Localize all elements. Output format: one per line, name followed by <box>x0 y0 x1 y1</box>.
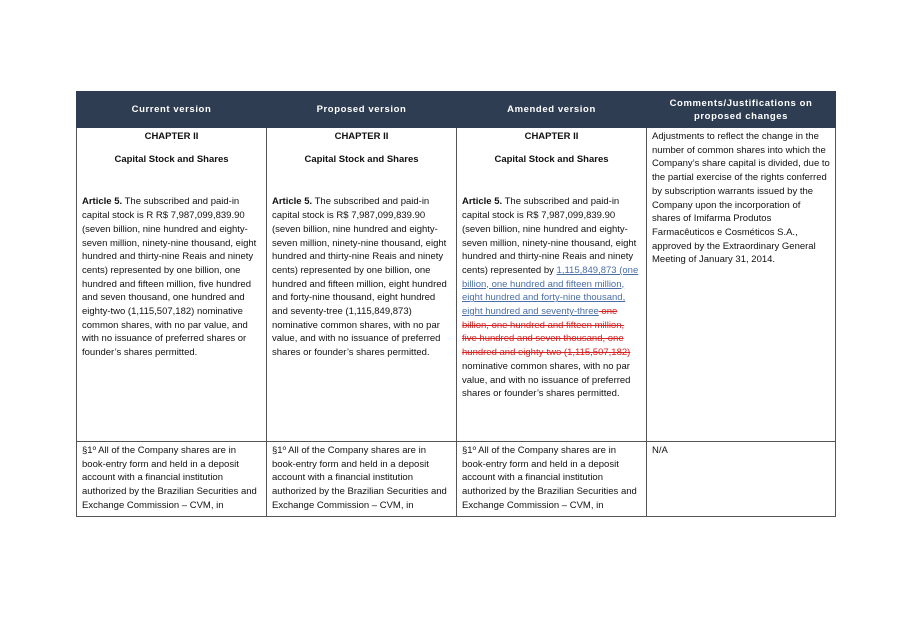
paragraph-text: §1º All of the Company shares are in book-entry form and held in a deposit account with a financial institution authorized by the Brazilian Securities and Exchange Commission – CVM, in <box>82 445 257 511</box>
article-paragraph <box>82 195 261 359</box>
cell-current-paragraph1 <box>77 442 267 517</box>
table-row <box>77 128 836 442</box>
chapter-subtitle: Capital Stock and Shares <box>304 153 419 165</box>
cell-comments-paragraph1 <box>647 442 836 517</box>
header-proposed-version: Proposed version <box>267 92 457 128</box>
chapter-heading: CHAPTER II <box>524 131 579 142</box>
paragraph-text: §1º All of the Company shares are in book-entry form and held in a deposit account with a financial institution authorized by the Brazilian Securities and Exchange Commission – CVM, in <box>272 445 447 511</box>
inserted-text: 1,115,849,873 (one billion, one hundred and fifteen million, eight hundred and forty-nine thousand, eight hundred and seventy-three <box>462 264 639 318</box>
article-text: The subscribed and paid-in capital stock is R R$ 7,987,099,839.90 (seven billion, nine hundred and eighty-seven million, ninety-nine thousand, eight hundred and thirty-nine Reais and ninety cents) represented by one billion, one hundred and fifteen million, five hundred and seven thousand, one hundred and eighty-two (1,115,507,182) nominative common shares, with no par value, and with no issuance of preferred shares or founder’s shares permitted. <box>82 196 257 359</box>
header-current-version: Current version <box>77 92 267 128</box>
cell-proposed-paragraph1 <box>267 442 457 517</box>
article-label: Article 5. <box>272 196 313 208</box>
article-text: The subscribed and paid-in capital stock is R$ 7,987,099,839.90 (seven billion, nine hundred and eighty-seven million, ninety-nine thousand, eight hundred and thirty-nine Reais and ninety cents) represented by one billion, one hundred and fifteen million, eight hundred and forty-nine thousand, eight hundred and seventy-tree (1,115,849,873) nominative common shares, with no par value, and with no issuance of preferred shares or founder’s shares permitted. <box>272 196 447 359</box>
chapter-subtitle: Capital Stock and Shares <box>494 153 609 165</box>
article-text-before: The subscribed and paid-in capital stock is R$ 7,987,099,839.90 (seven billion, nine hundred and eighty-seven million, ninety-nine thousand, eight hundred and thirty-nine Reais and ninety cents) represented by <box>462 196 637 276</box>
header-row <box>77 92 836 128</box>
header-amended-version: Amended version <box>457 92 647 128</box>
article-paragraph <box>462 195 641 401</box>
amendment-comparison-table <box>76 91 836 517</box>
comment-text: N/A <box>652 445 668 456</box>
chapter-subtitle: Capital Stock and Shares <box>114 153 229 165</box>
article-paragraph <box>272 195 451 359</box>
deleted-text: one billion, one hundred and fifteen million, five hundred and seven thousand, one hundred and eighty-two (1,115,507,182) <box>462 306 631 359</box>
chapter-heading: CHAPTER II <box>334 131 389 142</box>
cell-current-article5 <box>77 128 267 442</box>
article-text-after: nominative common shares, with no par value, and with no issuance of preferred shares or founder’s shares permitted. <box>462 360 631 400</box>
article-label: Article 5. <box>82 196 123 208</box>
chapter-heading: CHAPTER II <box>144 131 199 142</box>
table-row <box>77 442 836 517</box>
article-label: Article 5. <box>462 196 503 208</box>
comment-text: Adjustments to reflect the change in the number of common shares into which the Company’s share capital is divided, due to the partial exercise of the rights conferred by subscription warrants issued by the Company upon the incorporation of shares of Imifarma Produtos Farmacêuticos e Cosméticos S.A., approved by the Extraordinary General Meeting of January 31, 2014. <box>652 131 830 266</box>
header-comments: Comments/Justifications on proposed changes <box>647 92 836 128</box>
cell-proposed-article5 <box>267 128 457 442</box>
cell-amended-paragraph1 <box>457 442 647 517</box>
cell-comments-article5 <box>647 128 836 442</box>
cell-amended-article5 <box>457 128 647 442</box>
paragraph-text: §1º All of the Company shares are in book-entry form and held in a deposit account with a financial institution authorized by the Brazilian Securities and Exchange Commission – CVM, in <box>462 445 637 511</box>
